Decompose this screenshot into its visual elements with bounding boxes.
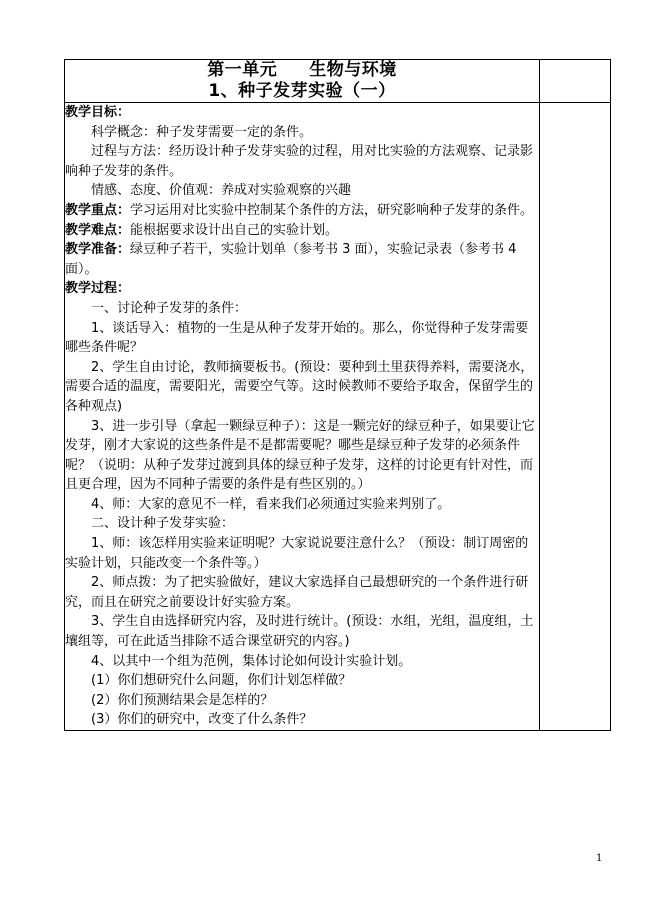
section-2-heading: 二、设计种子发芽实验：	[91, 516, 235, 532]
lesson-title: 1、种子发芽实验（一）	[208, 81, 396, 101]
section-2-paragraph-3: 3、学生自由选择研究内容，及时进行统计。(预设：水组，光组，温度组，土壤组等，可在此适当排除不适合课堂研究的内容。)	[65, 614, 534, 650]
content-row	[65, 103, 611, 731]
preparation	[65, 240, 539, 279]
preparation-label: 教学准备：	[65, 242, 131, 258]
key-point	[65, 201, 539, 221]
notes-cell-body	[540, 103, 611, 731]
section-2-paragraph-2: 2、师点拨：为了把实验做好，建议大家选择自己最想研究的一个条件进行研究，而且在研究之前要设计好实验方案。	[65, 575, 529, 610]
unit-topic: 生物与环境	[309, 60, 397, 80]
content-cell	[65, 103, 540, 731]
objective-concept: 科学概念：种子发芽需要一定的条件。	[91, 124, 313, 140]
section-1-paragraph-1: 1、谈话导入：植物的一生是从种子发芽开始的。那么，你觉得种子发芽需要哪些条件呢？	[65, 320, 529, 356]
preparation-text: 绿豆种子若干，实验计划单（参考书 3 面），实验记录表（参考书 4 面）。	[65, 242, 517, 277]
section-2-paragraph-1: 1、师：该怎样用实验来证明呢？大家说说要注意什么？（预设：制订周密的实验计划，只能改变一个条件等。）	[65, 536, 529, 571]
notes-cell-top	[540, 60, 611, 103]
section-1-heading: 一、讨论种子发芽的条件：	[91, 300, 248, 316]
difficulty-label: 教学难点：	[65, 222, 131, 238]
question-3: (3）你们的研究中，改变了什么条件？	[91, 712, 313, 728]
question-1: (1）你们想研究什么问题，你们计划怎样做？	[91, 673, 352, 689]
key-point-label: 教学重点：	[65, 202, 131, 218]
difficulty-text: 能根据要求设计出自己的实验计划。	[130, 222, 339, 238]
unit-name: 第一单元	[207, 60, 278, 80]
title-cell	[65, 60, 540, 103]
section-1-paragraph-4: 4、师：大家的意见不一样，看来我们必须通过实验来判别了。	[91, 496, 451, 512]
question-2: (2）你们预测结果会是怎样的？	[91, 692, 274, 708]
key-point-text: 学习运用对比实验中控制某个条件的方法，研究影响种子发芽的条件。	[130, 202, 534, 218]
objectives-heading: 教学目标：	[65, 105, 131, 120]
section-1-paragraph-3: 3、进一步引导（拿起一颗绿豆种子）：这是一颗完好的绿豆种子，如果要让它发芽，刚才大家说的这些条件是不是都需要呢？哪些是绿豆种子发芽的必须条件呢？（说明：从种子发芽过渡到具体的绿豆种子发芽，这样的讨论更有针对性，而且更合理，因为不同种子需要的条件是有些区别的。）	[65, 418, 535, 493]
unit-title	[65, 60, 539, 81]
page-number: 1	[596, 853, 603, 864]
objective-attitude: 情感、态度、价值观：养成对实验观察的兴趣	[91, 183, 352, 199]
title-row	[65, 60, 611, 103]
objective-process: 过程与方法：经历设计种子发芽实验的过程，用对比实验的方法观察、记录影响种子发芽的条件。	[65, 144, 534, 179]
section-1-paragraph-2: 2、学生自由讨论，教师摘要板书。(预设：要种到土里获得养料，需要浇水，需要合适的温度，需要阳光，需要空气等。这时候教师不要给予取舍，保留学生的各种观点)	[65, 359, 534, 414]
difficulty	[65, 221, 539, 241]
process-heading: 教学过程：	[65, 281, 131, 297]
lesson-plan-table	[64, 59, 611, 731]
section-2-paragraph-4: 4、以其中一个组为范例，集体讨论如何设计实验计划。	[91, 653, 412, 669]
